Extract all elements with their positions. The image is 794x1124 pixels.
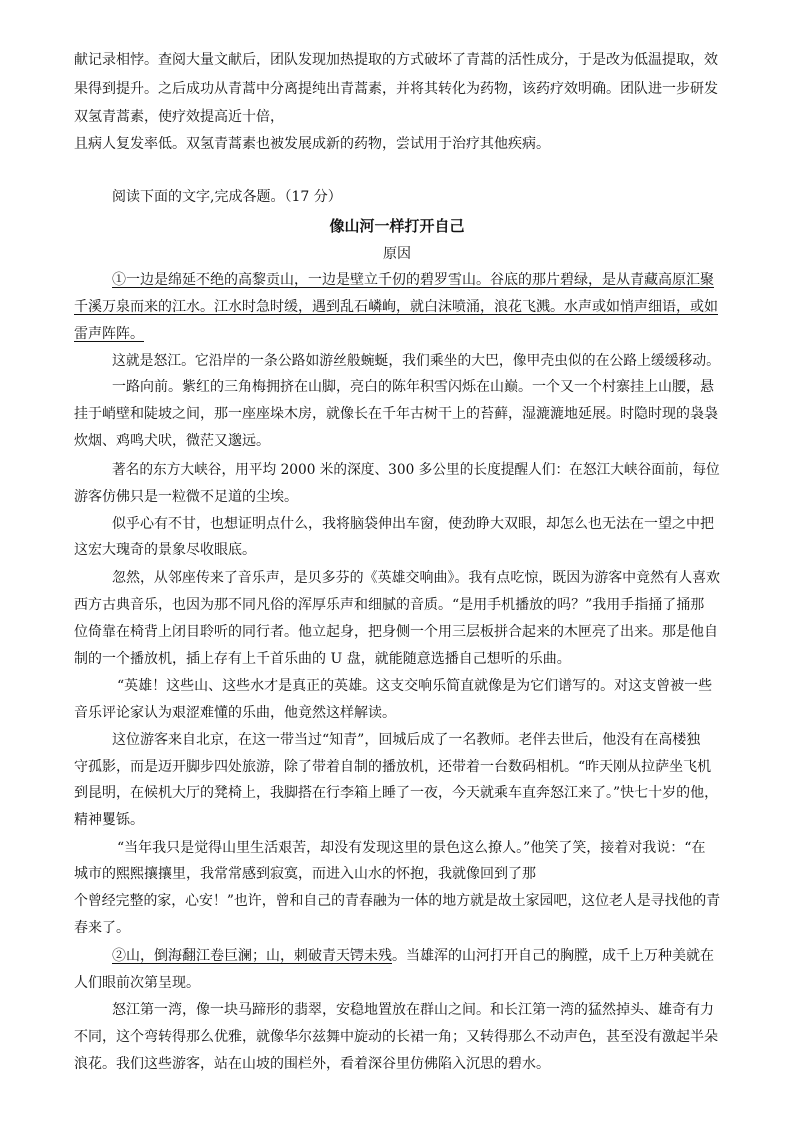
body-line: 似乎心有不甘，也想证明点什么，我将脑袋伸出车窗，使劲睁大双眼，却怎么也无法在一望之中把 [112, 516, 714, 532]
body-line: 位倚靠在椅背上闭目聆听的同行者。他立起身，把身侧一个用三层板拼合起来的木匣亮了出来。那是他自 [74, 624, 718, 640]
body-line: 这位游客来自北京，在这一带当过“知青”，回城后成了一名教师。老伴去世后，他没有在高楼独 [112, 732, 701, 748]
body-line: 不同，这个弯转得那么优雅，就像华尔兹舞中旋动的长裙一角；又转得那么不动声色，甚至没有激起半朵 [74, 1029, 718, 1045]
body-line: 精神矍铄。 [74, 812, 144, 828]
body-line: 献记录相悖。查阅大量文献后，团队发现加热提取的方式破坏了青蒿的活性成分，于是改为低温提取，效 [74, 52, 718, 68]
body-line: 守孤影，而是迈开脚步四处旅游，除了带着自制的播放机，还带着一台数码相机。“昨天刚从拉萨坐飞机 [74, 759, 712, 775]
body-line: 城市的熙熙攘攘里，我常常感到寂寞，而进入山水的怀抱，我就像回到了那 [74, 866, 536, 882]
body-line: 且病人复发率低。双氢青蒿素也被发展成新的药物，尝试用于治疗其他疾病。 [74, 136, 550, 152]
body-line: 著名的东方大峡谷，用平均 2000 米的深度、300 多公里的长度提醒人们：在怒江大峡谷面前，每位 [112, 462, 720, 478]
body-line: 忽然，从邻座传来了音乐声，是贝多芬的《英雄交响曲》。我有点吃惊，既因为游客中竟然有人喜欢 [112, 570, 721, 586]
body-line: 果得到提升。之后成功从青蒿中分离提纯出青蒿素，并将其转化为药物，该药疗效明确。团队进一步研发 [74, 81, 718, 97]
body-line: 双氢青蒿素，使疗效提高近十倍， [74, 109, 284, 125]
body-line: 怒江第一湾，像一块马蹄形的翡翠，安稳地置放在群山之间。和长江第一湾的猛然掉头、雄奇有力 [112, 1002, 714, 1018]
body-line: 浪花。我们这些游客，站在山坡的围栏外，看着深谷里仿佛陷入沉思的碧水。 [74, 1056, 550, 1072]
body-line: 一路向前。紫红的三角梅拥挤在山脚，亮白的陈年积雪闪烁在山巅。一个又一个村寨挂上山腰，悬 [112, 379, 714, 395]
underlined-sentence: 雷声阵阵。 [74, 326, 144, 342]
underlined-sentence: ②山，倒海翻江卷巨澜；山，刺破青天锷未残 [112, 948, 392, 964]
body-line: 游客仿佛只是一粒微不足道的尘埃。 [74, 489, 298, 505]
body-line: 音乐评论家认为艰涩难懂的乐曲，他竟然这样解读。 [74, 705, 396, 721]
body-text: 。当雄浑的山河打开自己的胸膛，成千上万种美就在 [392, 948, 714, 964]
body-line: 到昆明，在候机大厅的凳椅上，我脚搭在行李箱上睡了一夜，今天就乘车直奔怒江来了。”快七十岁的他， [74, 785, 719, 801]
body-line: 西方古典音乐，也因为那不同凡俗的浑厚乐声和细腻的音质。“是用手机播放的吗？”我用手指捅了捅那 [74, 597, 705, 613]
passage-title: 像山河一样打开自己 [329, 217, 465, 235]
body-line: 这就是怒江。它沿岸的一条公路如游丝般蜿蜒，我们乘坐的大巴，像甲壳虫似的在公路上缓缓移动。 [112, 353, 720, 369]
body-line: 个曾经完整的家，心安！”也许，曾和自己的青春融为一体的地方就是故土家园吧，这位老人是寻找他的青 [74, 893, 721, 909]
body-line: 这宏大瑰奇的景象尽收眼底。 [74, 542, 256, 558]
body-line: 挂于峭壁和陡坡之间，那一座座垛木房，就像长在千年古树干上的苔藓，湿漉漉地延展。时隐时现的袅袅 [74, 406, 718, 422]
question-instruction: 阅读下面的文字,完成各题。（17 分） [112, 189, 342, 205]
body-line: 人们眼前次第呈现。 [74, 975, 200, 991]
body-line: 制的一个播放机，插上存有上千首乐曲的 U 盘，就能随意选播自己想听的乐曲。 [74, 651, 571, 667]
body-line: “英雄！这些山、这些水才是真正的英雄。这支交响乐简直就像是为它们谱写的。对这支曾被一些 [117, 678, 713, 694]
body-line: “当年我只是觉得山里生活艰苦，却没有发现这里的景色这么撩人。”他笑了笑，接着对我说：“在 [117, 840, 706, 856]
body-line [112, 946, 714, 966]
body-line: 炊烟、鸡鸣犬吠，微茫又邈远。 [74, 433, 270, 449]
passage-author: 原因 [383, 246, 411, 262]
underlined-sentence: 千溪万泉而来的江水。江水时急时缓，遇到乱石嶙峋，就白沫喷涌，浪花飞溅。水声或如悄声细语，或如 [74, 299, 718, 315]
underlined-sentence: ①一边是绵延不绝的高黎贡山，一边是壁立千仞的碧罗雪山。谷底的那片碧绿，是从青藏高原汇聚 [112, 272, 714, 288]
body-line: 春来了。 [74, 920, 130, 936]
